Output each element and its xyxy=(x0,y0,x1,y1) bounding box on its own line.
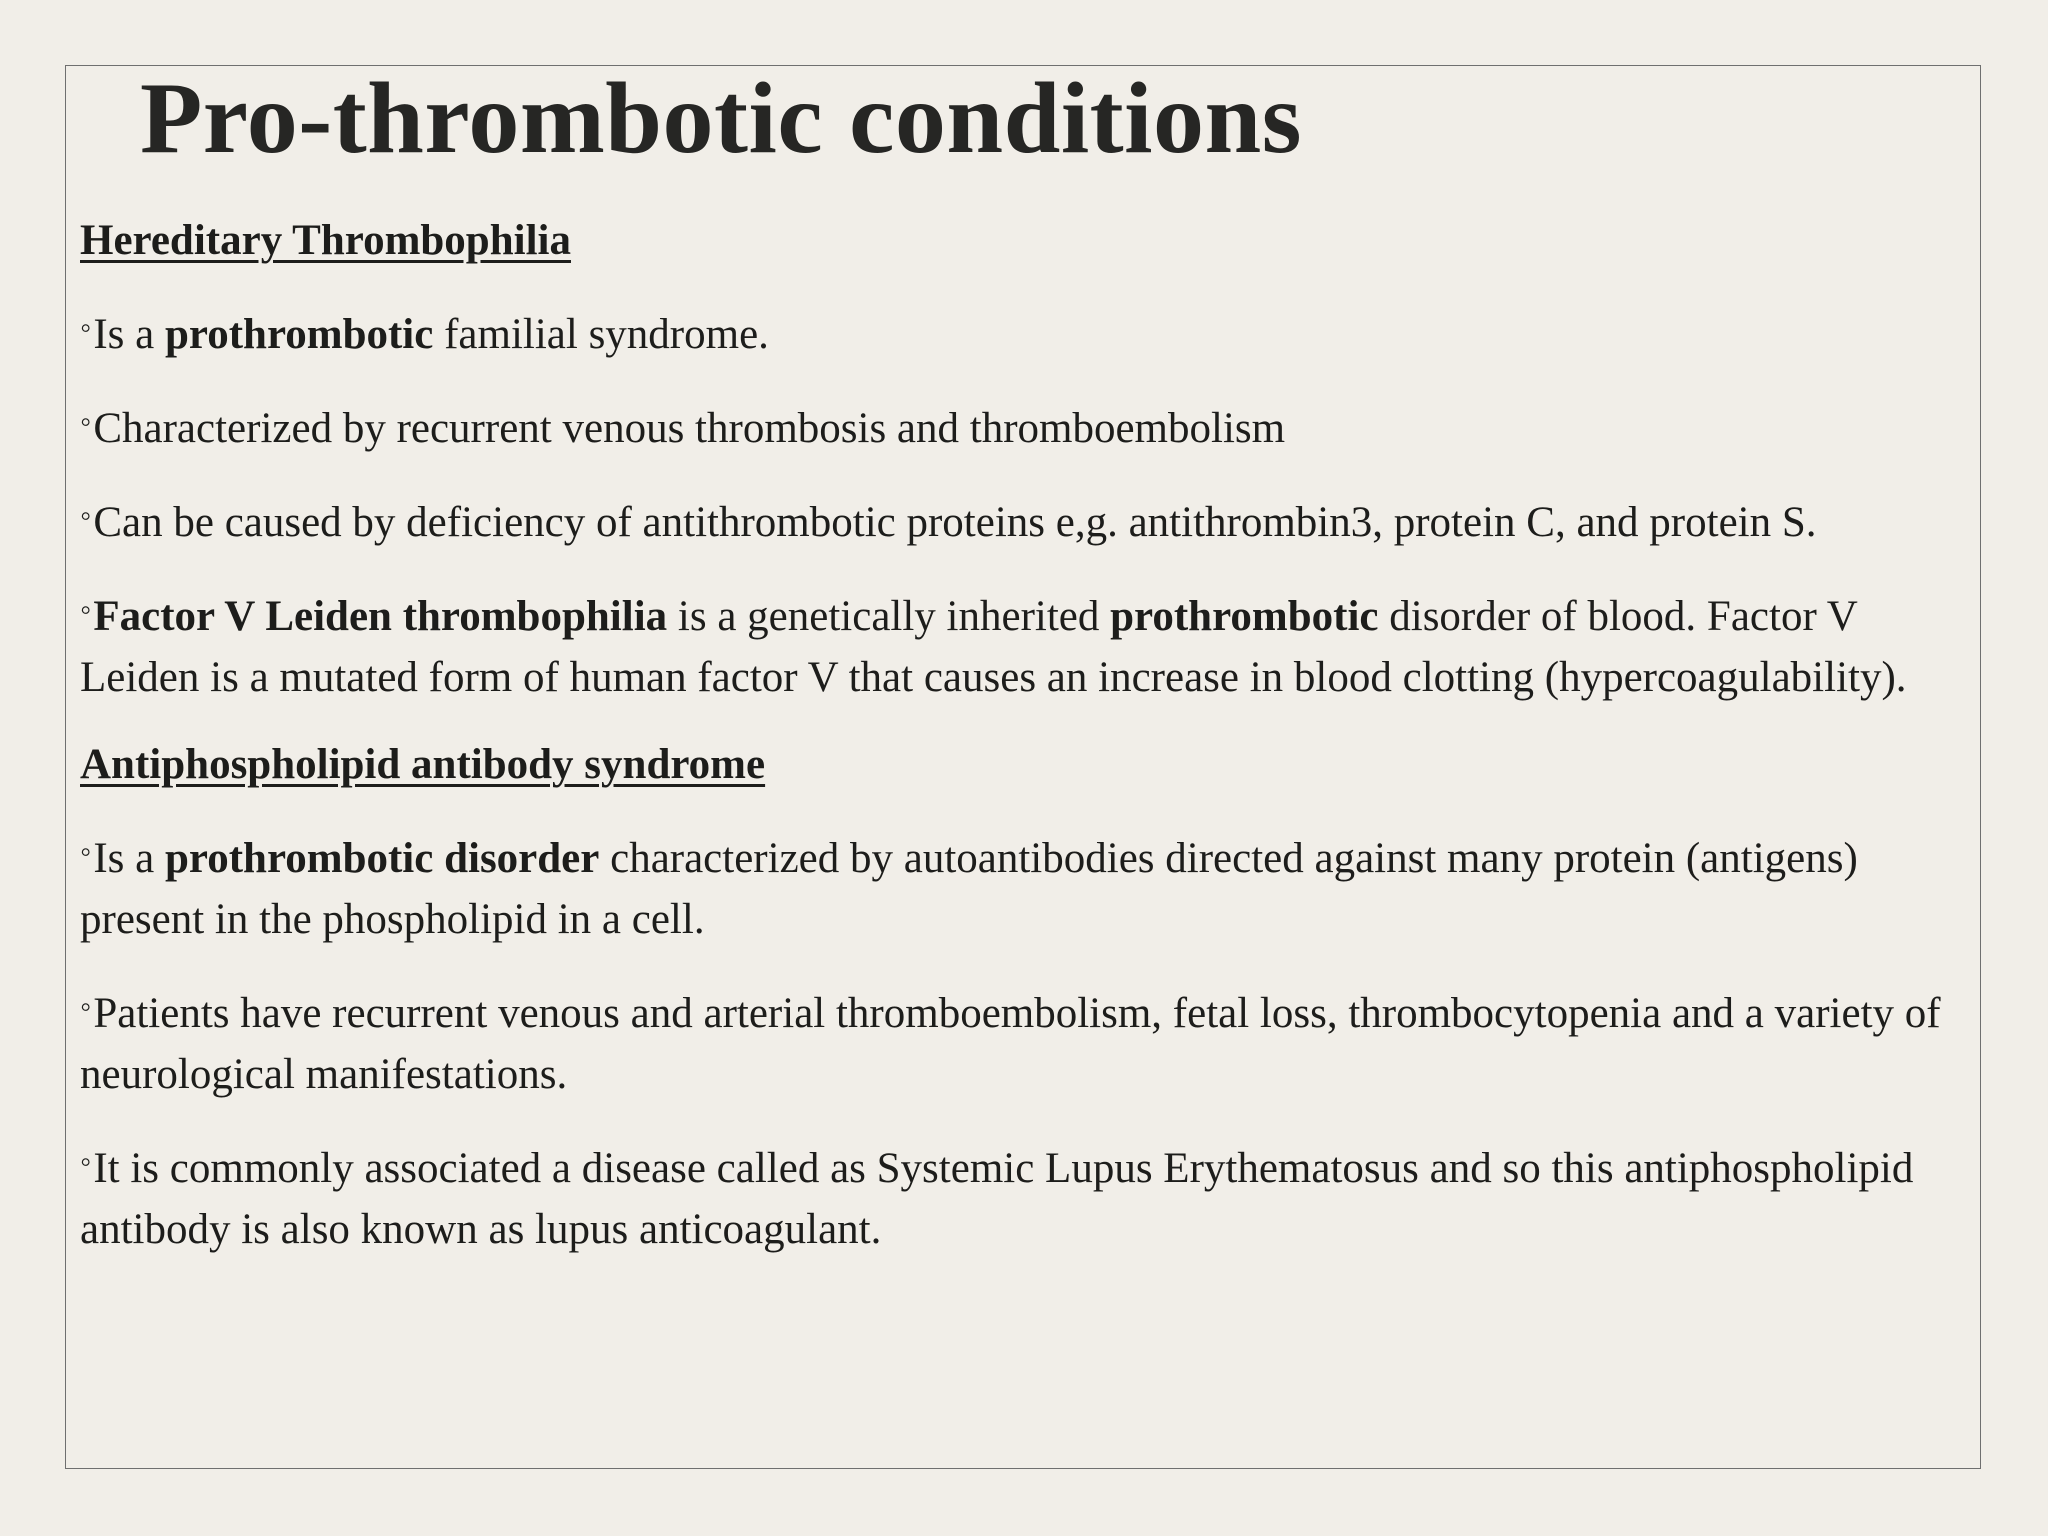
bullet-mark: ◦ xyxy=(80,309,92,345)
bullet-item xyxy=(80,297,1960,365)
page-title: Pro-thrombotic conditions xyxy=(140,62,1302,175)
bullet-text: disorder of blood. Factor V Leiden is a mutated form of human factor V that causes an increase in blood clotting (hypercoagulability). xyxy=(80,593,1907,701)
bullet-mark: ◦ xyxy=(80,403,92,439)
bullet-text: Is a xyxy=(93,311,165,358)
bullet-item xyxy=(80,1131,1960,1260)
bullet-mark: ◦ xyxy=(80,497,92,533)
bullet-item xyxy=(80,391,1960,459)
bullet-mark: ◦ xyxy=(80,591,92,627)
bullet-text-bold: prothrombotic disorder xyxy=(164,835,600,882)
bullet-item xyxy=(80,485,1960,553)
bullet-mark: ◦ xyxy=(80,988,92,1024)
section-heading-antiphospholipid-antibody-syndrome: Antiphospholipid antibody syndrome xyxy=(80,741,766,788)
bullet-item xyxy=(80,976,1960,1105)
bullet-text: Can be caused by deficiency of antithrombotic proteins e,g. antithrombin3, protein C, and protein S. xyxy=(93,499,1817,546)
bullet-item xyxy=(80,821,1960,950)
bullet-text: Patients have recurrent venous and arterial thromboembolism, fetal loss, thrombocytopenia and a variety of neurological manifestations. xyxy=(80,990,1941,1098)
bullet-text-bold: prothrombotic xyxy=(1110,593,1379,640)
bullet-text-bold: Factor V Leiden thrombophilia xyxy=(93,593,668,640)
bullet-text-bold: prothrombotic xyxy=(164,311,434,358)
bullet-text: characterized by autoantibodies directed against many protein (antigens) present in the phospholipid in a cell. xyxy=(80,835,1858,943)
bullet-mark: ◦ xyxy=(80,833,92,869)
bullet-text: familial syndrome. xyxy=(433,311,769,358)
bullet-text: Characterized by recurrent venous thrombosis and thromboembolism xyxy=(93,405,1286,452)
bullet-mark: ◦ xyxy=(80,1143,92,1179)
bullet-text: is a genetically inherited xyxy=(667,593,1111,640)
bullet-text: Is a xyxy=(93,835,165,882)
section-heading-hereditary-thrombophilia: Hereditary Thrombophilia xyxy=(80,217,571,264)
bullet-item xyxy=(80,579,1960,708)
slide-content xyxy=(80,210,1960,1286)
bullet-text: It is commonly associated a disease called as Systemic Lupus Erythematosus and so this antiphospholipid antibody is also known as lupus anticoagulant. xyxy=(80,1145,1914,1253)
